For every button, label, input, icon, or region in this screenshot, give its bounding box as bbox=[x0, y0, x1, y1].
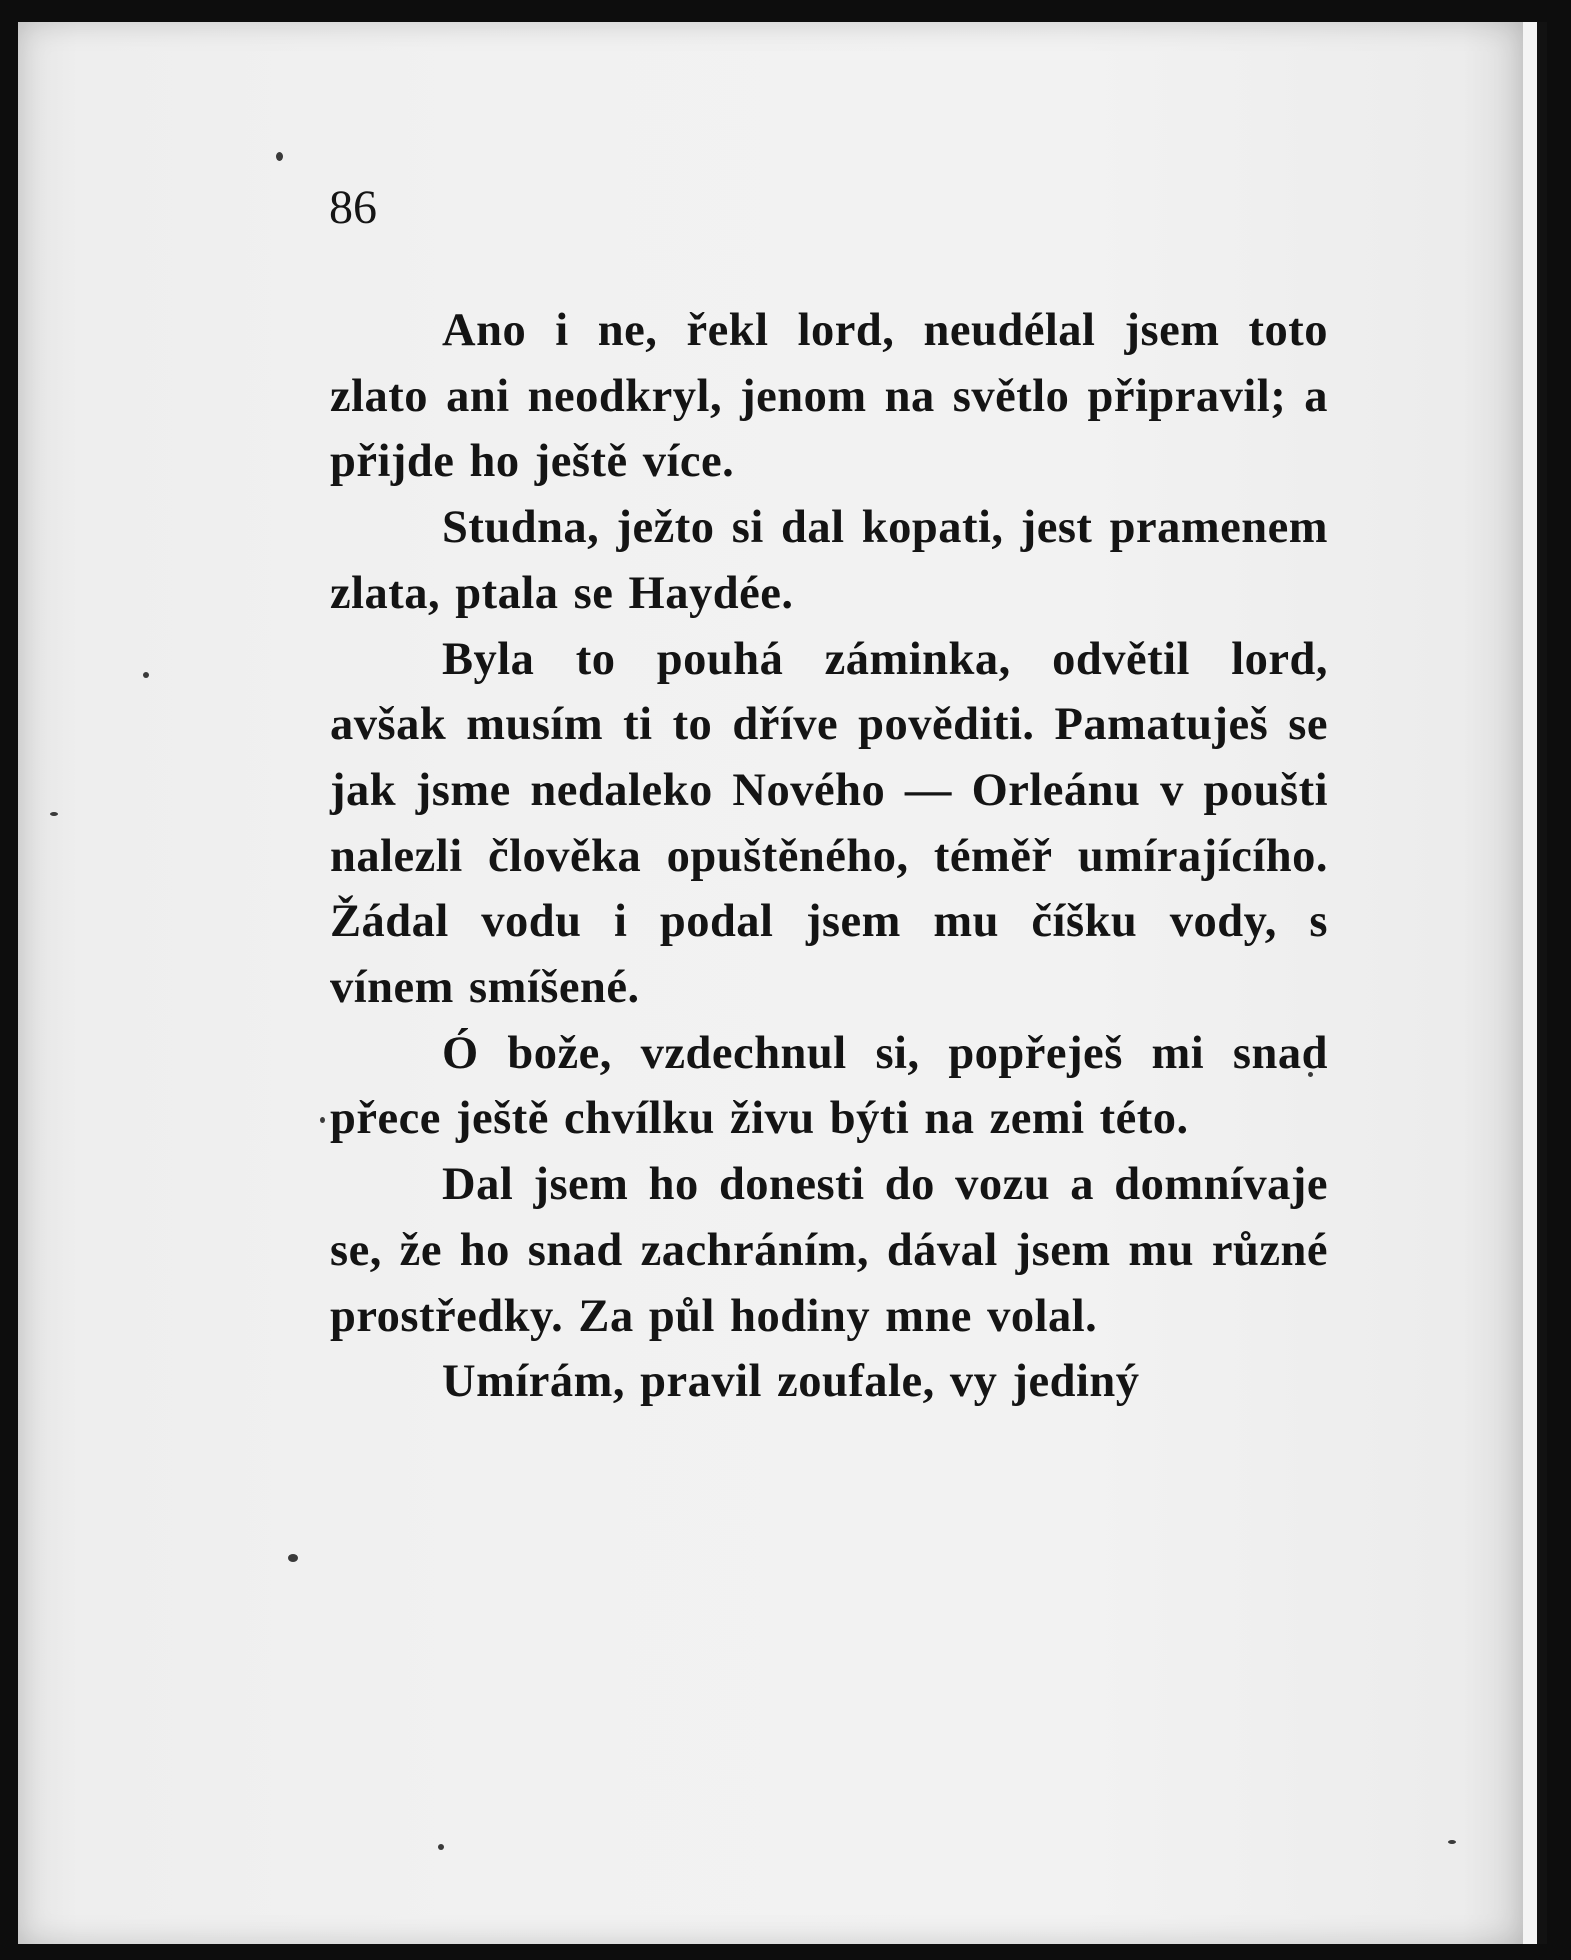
binding-shadow bbox=[1537, 22, 1547, 1944]
paragraph: Ó bože, vzdechnul si, popřeješ mi snad přece ještě chvílku živu býti na zemi této. bbox=[330, 1027, 1328, 1145]
paragraph: Byla to pouhá záminka, odvětil lord, avšak musím ti to dříve pověditi. Pamatuješ se jak jsme nedaleko Nového — Orleánu v poušti nalezli člověka opuštěného, téměř umírajícího. Žádal vodu i podal jsem mu číšku vody, s vínem smíšené. bbox=[330, 633, 1328, 1014]
paragraph: Ano i ne, řekl lord, neudélal jsem toto zlato ani neodkryl, jenom na světlo připravil; a přijde ho ještě více. bbox=[330, 305, 1328, 488]
ink-speck bbox=[276, 152, 283, 161]
ink-speck bbox=[320, 1117, 325, 1123]
paragraph: Dal jsem ho donesti do vozu a domnívaje se, že ho snad zachráním, dával jsem mu různé prostředky. Za půl hodiny mne volal. bbox=[330, 1159, 1328, 1342]
page-number: 86 bbox=[329, 181, 377, 234]
page-edge bbox=[1523, 22, 1537, 1944]
ink-speck bbox=[438, 1844, 444, 1850]
ink-speck bbox=[1448, 1840, 1456, 1844]
ink-speck bbox=[143, 672, 149, 678]
ink-speck bbox=[50, 812, 58, 816]
paragraph: Studna, ježto si dal kopati, jest pramenem zlata, ptala se Haydée. bbox=[330, 502, 1328, 619]
paragraph: Umírám, pravil zoufale, vy jediný bbox=[442, 1356, 1140, 1408]
body-text bbox=[330, 298, 1328, 1415]
ink-speck bbox=[288, 1554, 298, 1562]
